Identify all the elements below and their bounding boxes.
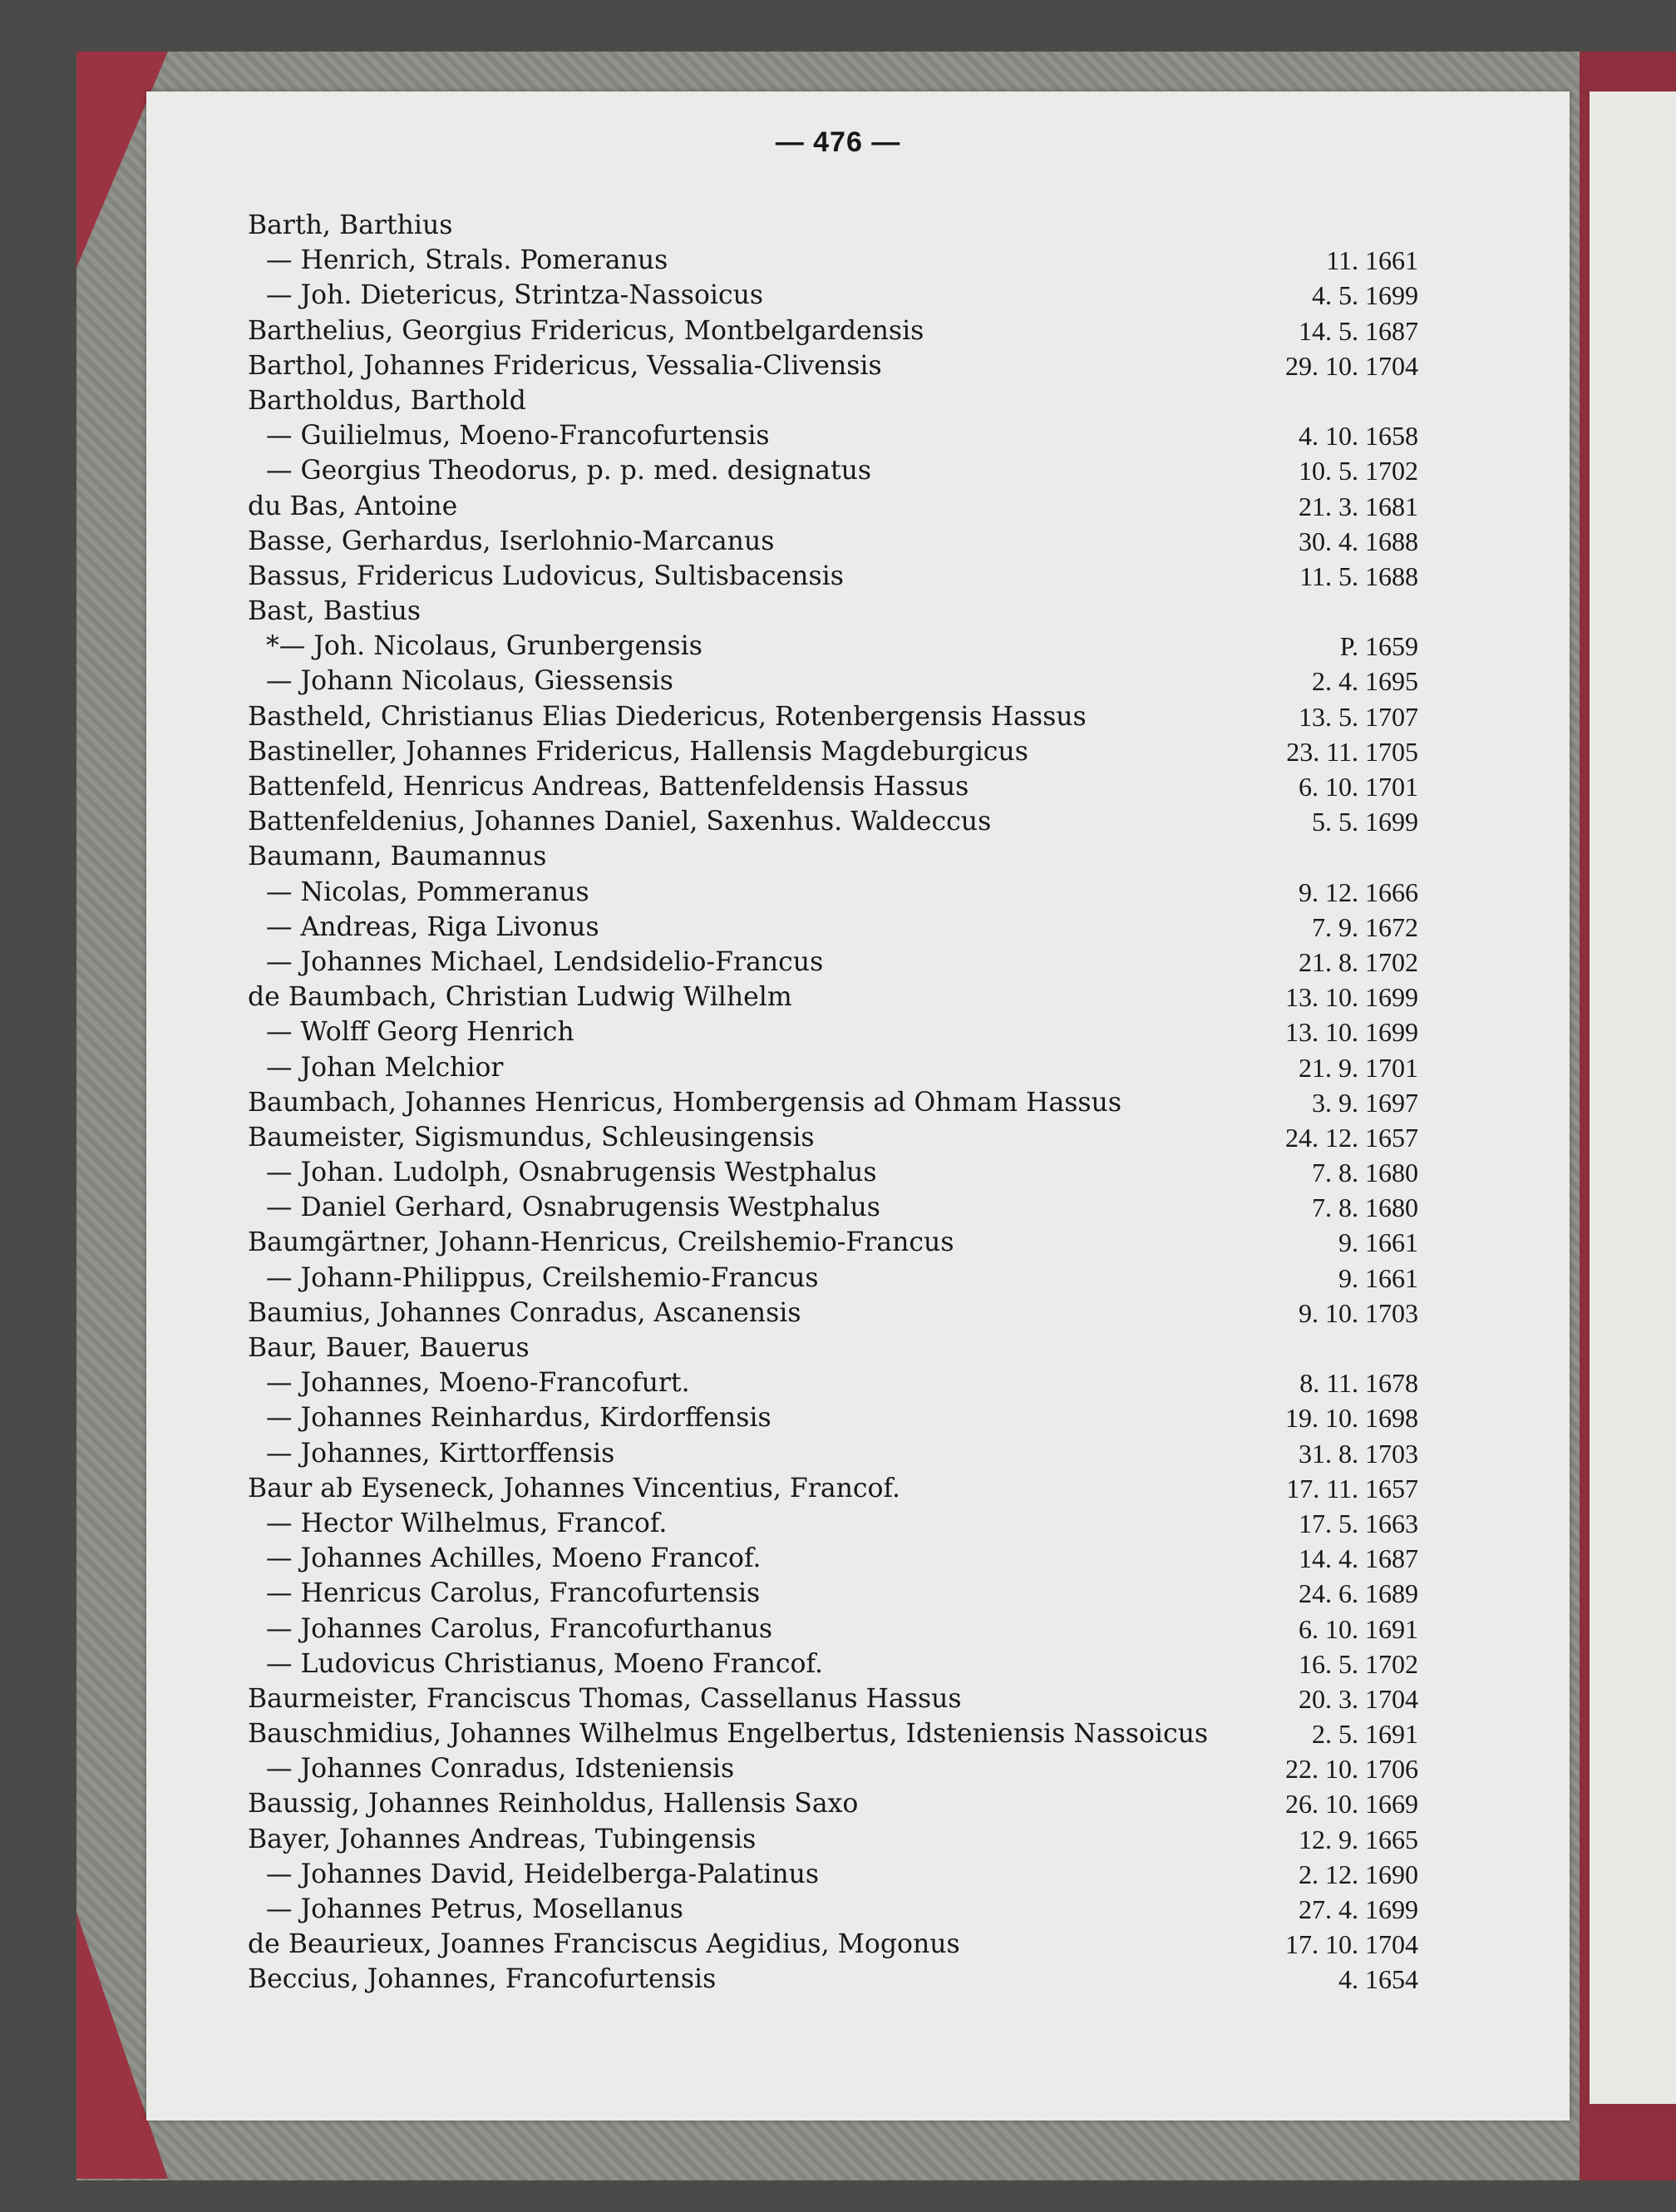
entry-name: Baumgärtner, Johann-Henricus, Creilshemio-Francus bbox=[248, 1227, 954, 1258]
entry-name: *— Joh. Nicolaus, Grunbergensis bbox=[266, 631, 702, 662]
register-entry bbox=[248, 278, 1418, 313]
entry-name: — Johannes Petrus, Mosellanus bbox=[266, 1894, 683, 1924]
entry-date: 21. 9. 1701 bbox=[1299, 1052, 1418, 1083]
entry-date: 16. 5. 1702 bbox=[1299, 1648, 1418, 1679]
register-entry bbox=[248, 1085, 1418, 1120]
entry-name: — Johan. Ludolph, Osnabrugensis Westphalus bbox=[266, 1158, 877, 1188]
page-number: — 476 — bbox=[775, 126, 901, 158]
entry-date: 2. 12. 1690 bbox=[1299, 1859, 1418, 1889]
register-entry bbox=[248, 1962, 1418, 1997]
entry-date: 11. 1661 bbox=[1326, 245, 1418, 276]
register-entry bbox=[248, 769, 1418, 804]
entry-name: — Andreas, Riga Livonus bbox=[266, 911, 599, 942]
entry-name: Battenfeldenius, Johannes Daniel, Saxenhus. Waldeccus bbox=[248, 807, 992, 837]
entry-date: 17. 5. 1663 bbox=[1299, 1508, 1418, 1538]
entry-name: Barthol, Johannes Fridericus, Vessalia-Clivensis bbox=[248, 350, 882, 381]
entry-name: Baumeister, Sigismundus, Schleusingensis bbox=[248, 1122, 815, 1153]
register-entry bbox=[248, 1927, 1418, 1962]
entry-name: Bastheld, Christianus Elias Diedericus, Rotenbergensis Hassus bbox=[248, 701, 1087, 732]
entry-date: 4. 1654 bbox=[1338, 1964, 1418, 1995]
register-entry bbox=[248, 734, 1418, 769]
entry-name: Baumius, Johannes Conradus, Ascanensis bbox=[248, 1297, 801, 1328]
entry-date: 12. 9. 1665 bbox=[1299, 1824, 1418, 1854]
entry-name: — Nicolas, Pommeranus bbox=[266, 876, 589, 907]
entry-date: 20. 3. 1704 bbox=[1299, 1683, 1418, 1714]
register-entry bbox=[248, 699, 1418, 734]
entry-date: 13. 10. 1699 bbox=[1285, 982, 1418, 1013]
register-entry bbox=[248, 1400, 1418, 1435]
register-entry bbox=[248, 524, 1418, 559]
register-entry bbox=[248, 418, 1418, 453]
register-entry bbox=[248, 1576, 1418, 1611]
entry-name: Baur, Bauer, Bauerus bbox=[248, 1333, 530, 1363]
entry-date: 9. 10. 1703 bbox=[1299, 1297, 1418, 1328]
entry-date: 14. 5. 1687 bbox=[1299, 315, 1418, 346]
register-entry bbox=[248, 1822, 1418, 1857]
register-entry bbox=[248, 1155, 1418, 1190]
entry-date: 9. 1661 bbox=[1338, 1262, 1418, 1293]
entry-name: Beccius, Johannes, Francofurtensis bbox=[248, 1964, 717, 1995]
entry-date: 3. 9. 1697 bbox=[1312, 1087, 1418, 1118]
register-entry bbox=[248, 629, 1418, 664]
register-entry bbox=[248, 875, 1418, 910]
register-entry bbox=[248, 1647, 1418, 1681]
entry-name: — Johannes, Moeno-Francofurt. bbox=[266, 1368, 690, 1399]
entry-date: 21. 8. 1702 bbox=[1299, 946, 1418, 977]
entry-date: 8. 11. 1678 bbox=[1299, 1368, 1418, 1399]
entry-date: 27. 4. 1699 bbox=[1299, 1894, 1418, 1924]
register-entry bbox=[248, 314, 1418, 348]
register-entry bbox=[248, 1786, 1418, 1821]
entry-date: P. 1659 bbox=[1339, 631, 1418, 662]
entry-name: Baumbach, Johannes Henricus, Hombergensis ad Ohmam Hassus bbox=[248, 1087, 1122, 1118]
entry-date: 6. 10. 1701 bbox=[1299, 772, 1418, 802]
entry-name: Bast, Bastius bbox=[248, 596, 421, 627]
entry-name: Basse, Gerhardus, Iserlohnio-Marcanus bbox=[248, 526, 775, 556]
entry-date: 26. 10. 1669 bbox=[1285, 1789, 1418, 1819]
entry-name: Baurmeister, Franciscus Thomas, Cassellanus Hassus bbox=[248, 1683, 962, 1714]
entry-date: 7. 9. 1672 bbox=[1312, 911, 1418, 942]
register-entry bbox=[248, 945, 1418, 980]
entry-name: — Daniel Gerhard, Osnabrugensis Westphalus bbox=[266, 1192, 880, 1223]
entry-date: 17. 11. 1657 bbox=[1286, 1473, 1418, 1503]
entry-date: 10. 5. 1702 bbox=[1299, 456, 1418, 486]
register-entry bbox=[248, 664, 1418, 699]
register-entry bbox=[248, 1331, 1418, 1365]
entry-date: 2. 5. 1691 bbox=[1312, 1719, 1418, 1750]
register-entry bbox=[248, 489, 1418, 524]
entry-name: Barthelius, Georgius Fridericus, Montbelgardensis bbox=[248, 315, 924, 346]
entry-date: 4. 5. 1699 bbox=[1312, 280, 1418, 311]
register-entries bbox=[248, 208, 1418, 1997]
facing-page-edge bbox=[1590, 91, 1676, 2104]
entry-date: 24. 6. 1689 bbox=[1299, 1578, 1418, 1609]
entry-date: 2. 4. 1695 bbox=[1312, 666, 1418, 697]
entry-name: — Henrich, Strals. Pomeranus bbox=[266, 245, 668, 276]
register-entry bbox=[248, 1120, 1418, 1155]
entry-date: 17. 10. 1704 bbox=[1285, 1929, 1418, 1960]
entry-name: Bastineller, Johannes Fridericus, Hallensis Magdeburgicus bbox=[248, 736, 1028, 767]
register-entry bbox=[248, 1190, 1418, 1225]
register-entry bbox=[248, 594, 1418, 629]
register-entry bbox=[248, 243, 1418, 278]
entry-date: 7. 8. 1680 bbox=[1312, 1158, 1418, 1188]
entry-date: 22. 10. 1706 bbox=[1285, 1754, 1418, 1785]
register-entry bbox=[248, 1716, 1418, 1751]
entry-name: de Beaurieux, Joannes Franciscus Aegidius, Mogonus bbox=[248, 1929, 960, 1960]
entry-date: 14. 4. 1687 bbox=[1299, 1543, 1418, 1574]
entry-name: — Johannes, Kirttorffensis bbox=[266, 1438, 615, 1469]
entry-name: — Joh. Dietericus, Strintza-Nassoicus bbox=[266, 280, 764, 311]
register-entry bbox=[248, 1365, 1418, 1400]
entry-name: — Johannes Carolus, Francofurthanus bbox=[266, 1613, 773, 1644]
entry-name: — Ludovicus Christianus, Moeno Francof. bbox=[266, 1648, 824, 1679]
entry-name: — Georgius Theodorus, p. p. med. designatus bbox=[266, 456, 872, 486]
register-entry bbox=[248, 910, 1418, 945]
register-entry bbox=[248, 1436, 1418, 1471]
entry-name: — Hector Wilhelmus, Francof. bbox=[266, 1508, 668, 1538]
register-entry bbox=[248, 980, 1418, 1015]
entry-date: 19. 10. 1698 bbox=[1285, 1403, 1418, 1434]
register-entry bbox=[248, 1857, 1418, 1892]
entry-name: Bartholdus, Barthold bbox=[248, 385, 526, 416]
register-entry bbox=[248, 804, 1418, 839]
entry-date: 11. 5. 1688 bbox=[1299, 560, 1418, 591]
entry-name: Battenfeld, Henricus Andreas, Battenfeldensis Hassus bbox=[248, 772, 969, 802]
entry-name: du Bas, Antoine bbox=[248, 491, 458, 521]
entry-date: 23. 11. 1705 bbox=[1286, 736, 1418, 767]
entry-name: — Johann Nicolaus, Giessensis bbox=[266, 666, 673, 697]
entry-name: Baur ab Eyseneck, Johannes Vincentius, Francof. bbox=[248, 1473, 901, 1503]
register-entry bbox=[248, 1541, 1418, 1576]
entry-name: Bayer, Johannes Andreas, Tubingensis bbox=[248, 1824, 757, 1854]
entry-name: de Baumbach, Christian Ludwig Wilhelm bbox=[248, 982, 792, 1013]
entry-date: 13. 5. 1707 bbox=[1299, 701, 1418, 732]
register-entry bbox=[248, 1471, 1418, 1506]
register-entry bbox=[248, 1612, 1418, 1647]
entry-name: — Wolff Georg Henrich bbox=[266, 1017, 574, 1048]
register-entry bbox=[248, 1225, 1418, 1260]
register-entry bbox=[248, 1506, 1418, 1541]
entry-name: — Johan Melchior bbox=[266, 1052, 504, 1083]
register-entry bbox=[248, 839, 1418, 874]
entry-name: Bassus, Fridericus Ludovicus, Sultisbacensis bbox=[248, 560, 844, 591]
entry-name: Bauschmidius, Johannes Wilhelmus Engelbertus, Idsteniensis Nassoicus bbox=[248, 1719, 1209, 1750]
entry-name: Baumann, Baumannus bbox=[248, 842, 547, 872]
entry-name: — Johannes Conradus, Idsteniensis bbox=[266, 1754, 735, 1785]
entry-date: 5. 5. 1699 bbox=[1312, 807, 1418, 837]
register-entry bbox=[248, 1015, 1418, 1049]
entry-name: — Johannes Reinhardus, Kirdorffensis bbox=[266, 1403, 771, 1434]
register-entry bbox=[248, 1681, 1418, 1716]
register-entry bbox=[248, 348, 1418, 383]
register-entry bbox=[248, 1261, 1418, 1296]
register-entry bbox=[248, 1751, 1418, 1786]
register-entry bbox=[248, 453, 1418, 488]
entry-date: 24. 12. 1657 bbox=[1285, 1122, 1418, 1153]
register-entry bbox=[248, 1296, 1418, 1331]
entry-name: — Henricus Carolus, Francofurtensis bbox=[266, 1578, 761, 1609]
entry-name: Barth, Barthius bbox=[248, 210, 453, 240]
entry-date: 30. 4. 1688 bbox=[1299, 526, 1418, 556]
entry-date: 29. 10. 1704 bbox=[1285, 350, 1418, 381]
entry-name: — Johannes David, Heidelberga-Palatinus bbox=[266, 1859, 820, 1889]
entry-date: 7. 8. 1680 bbox=[1312, 1192, 1418, 1223]
register-entry bbox=[248, 559, 1418, 594]
entry-name: — Johannes Achilles, Moeno Francof. bbox=[266, 1543, 762, 1574]
entry-name: — Johannes Michael, Lendsidelio-Francus bbox=[266, 946, 824, 977]
entry-date: 4. 10. 1658 bbox=[1299, 421, 1418, 452]
entry-date: 21. 3. 1681 bbox=[1299, 491, 1418, 521]
entry-date: 6. 10. 1691 bbox=[1299, 1613, 1418, 1644]
entry-name: — Johann-Philippus, Creilshemio-Francus bbox=[266, 1262, 819, 1293]
register-entry bbox=[248, 1892, 1418, 1927]
entry-date: 9. 1661 bbox=[1338, 1227, 1418, 1258]
entry-date: 13. 10. 1699 bbox=[1285, 1017, 1418, 1048]
register-entry bbox=[248, 383, 1418, 418]
entry-name: Baussig, Johannes Reinholdus, Hallensis Saxo bbox=[248, 1789, 859, 1819]
register-entry bbox=[248, 208, 1418, 243]
register-entry bbox=[248, 1050, 1418, 1085]
entry-name: — Guilielmus, Moeno-Francofurtensis bbox=[266, 421, 770, 452]
entry-date: 9. 12. 1666 bbox=[1299, 876, 1418, 907]
entry-date: 31. 8. 1703 bbox=[1299, 1438, 1418, 1469]
